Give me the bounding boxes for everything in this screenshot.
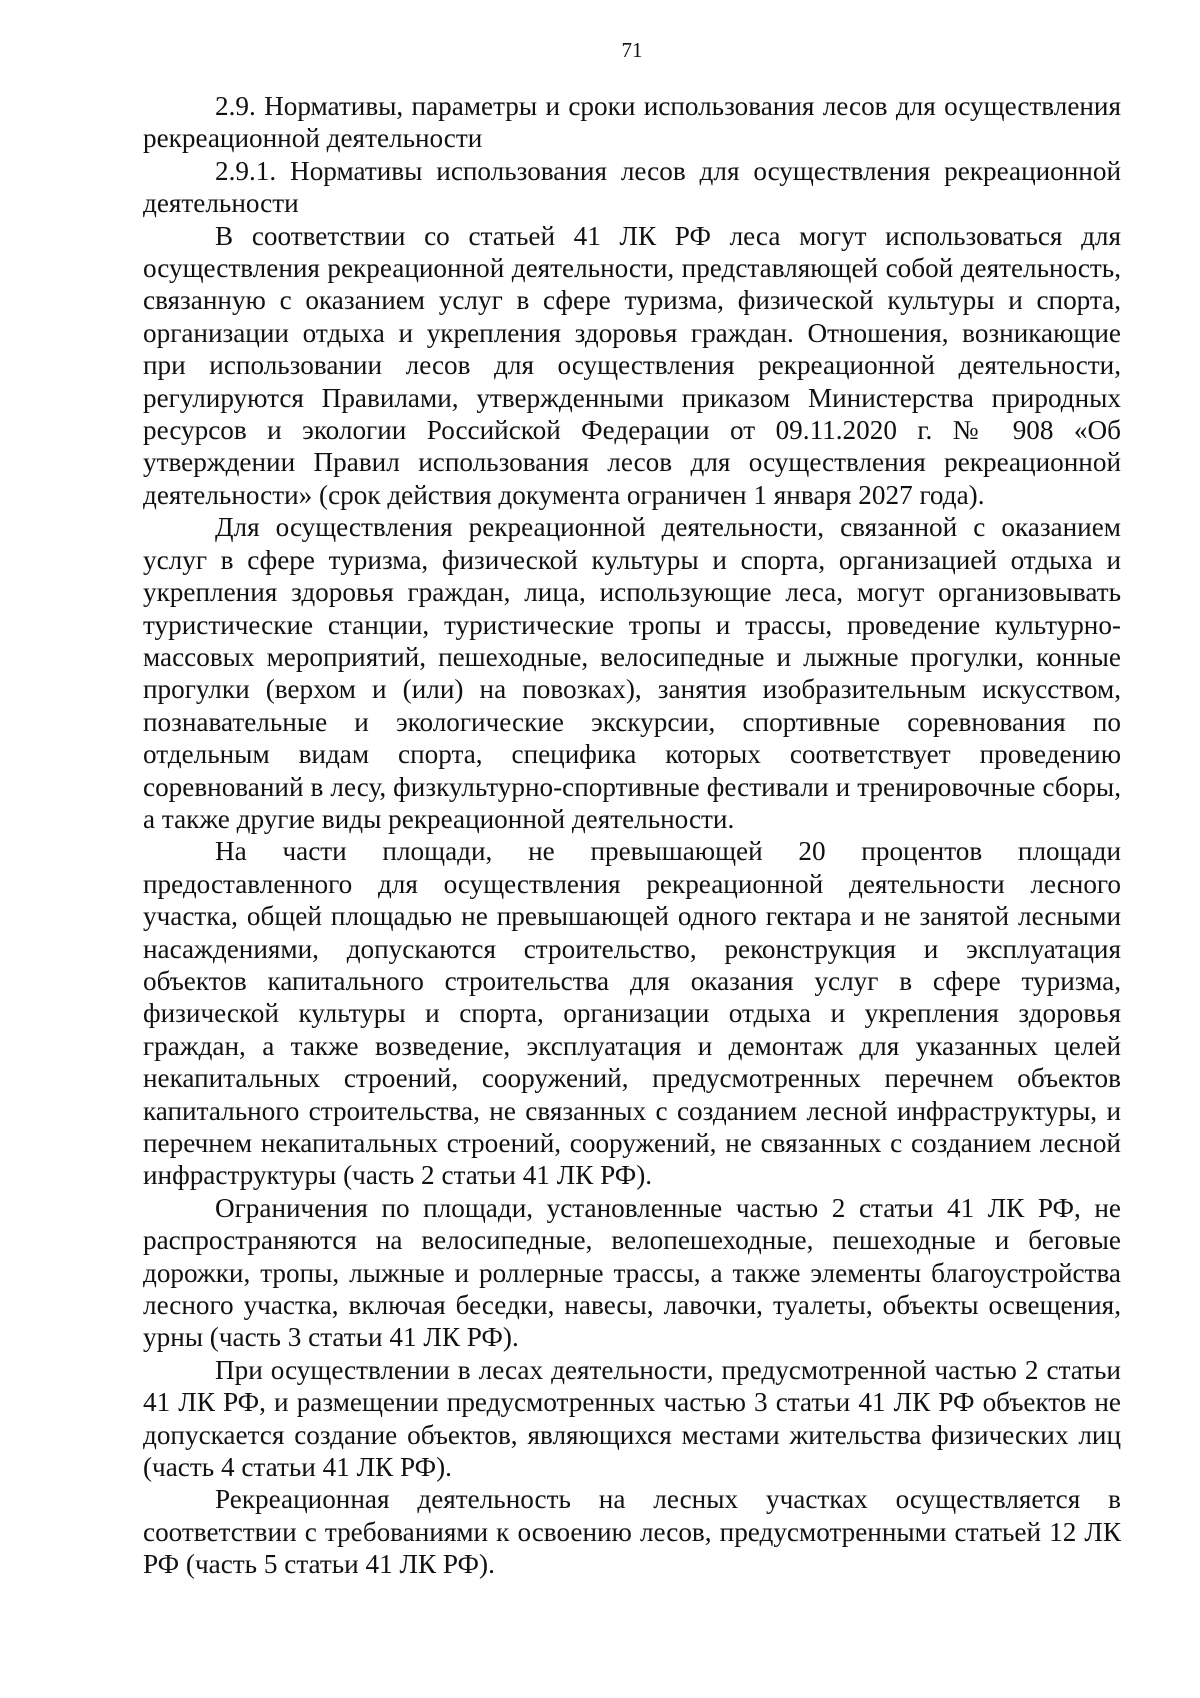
subsection-heading: 2.9.1. Нормативы использования лесов для осуществления рекреационной деятельности (143, 155, 1121, 219)
paragraph-legal-basis: В соответствии со статьей 41 ЛК РФ леса могут использоваться для осуществления рекреационной деятельности, представляющей собой деятельность, связанную с оказанием услуг в сфере туризма, физической культуры и спорта, организации отдыха и укрепления здоровья граждан. Отношения, возникающие при использовании лесов для осуществления рекреационной деятельности, регулируются Правилами, утвержденными приказом Министерства природных ресурсов и экологии Российской Федерации от 09.11.2020 г. № 908 «Об утверждении Правил использования лесов для осуществления рекреационной деятельности» (срок действия документа ограничен 1 января 2027 года). (143, 220, 1121, 510)
paragraph-area-restrictions: Ограничения по площади, установленные частью 2 статьи 41 ЛК РФ, не распространяются на велосипедные, велопешеходные, пешеходные и беговые дорожки, тропы, лыжные и роллерные трассы, а также элементы благоустройства лесного участка, включая беседки, навесы, лавочки, туалеты, объекты освещения, урны (часть 3 статьи 41 ЛК РФ). (143, 1192, 1121, 1353)
page-number: 71 (621, 38, 643, 62)
paragraph-permitted-activities: Для осуществления рекреационной деятельности, связанной с оказанием услуг в сфере туризма, физической культуры и спорта, организацией отдыха и укрепления здоровья граждан, лица, использующие леса, могут организовывать туристические станции, туристические тропы и трассы, проведение культурно-массовых мероприятий, пешеходные, велосипедные и лыжные прогулки, конные прогулки (верхом и (или) на повозках), занятия изобразительным искусством, познавательные и экологические экскурсии, спортивные соревнования по отдельным видам спорта, специфика которых соответствует проведению соревнований в лесу, физкультурно-спортивные фестивали и тренировочные сборы, а также другие виды рекреационной деятельности. (143, 512, 1121, 834)
paragraph-residence-prohibition: При осуществлении в лесах деятельности, предусмотренной частью 2 статьи 41 ЛК РФ, и размещении предусмотренных частью 3 статьи 41 ЛК РФ объектов не допускается создание объектов, являющихся местами жительства физических лиц (часть 4 статьи 41 ЛК РФ). (143, 1354, 1121, 1483)
paragraph-development-requirements: Рекреационная деятельность на лесных участках осуществляется в соответствии с требованиями к освоению лесов, предусмотренными статьей 12 ЛК РФ (часть 5 статьи 41 ЛК РФ). (143, 1484, 1121, 1580)
section-heading: 2.9. Нормативы, параметры и сроки использования лесов для осуществления рекреационной деятельности (143, 91, 1121, 154)
paragraph-construction-limits: На части площади, не превышающей 20 процентов площади предоставленного для осуществления рекреационной деятельности лесного участка, общей площадью не превышающей одного гектара и не занятой лесными насаждениями, допускаются строительство, реконструкция и эксплуатация объектов капитального строительства для оказания услуг в сфере туризма, физической культуры и спорта, организации отдыха и укрепления здоровья граждан, а также возведение, эксплуатация и демонтаж для указанных целей некапитальных строений, сооружений, предусмотренных перечнем объектов капитального строительства, не связанных с созданием лесной инфраструктуры, и перечнем некапитальных строений, сооружений, не связанных с созданием лесной инфраструктуры (часть 2 статьи 41 ЛК РФ). (143, 836, 1121, 1191)
document-body (143, 90, 1121, 1581)
